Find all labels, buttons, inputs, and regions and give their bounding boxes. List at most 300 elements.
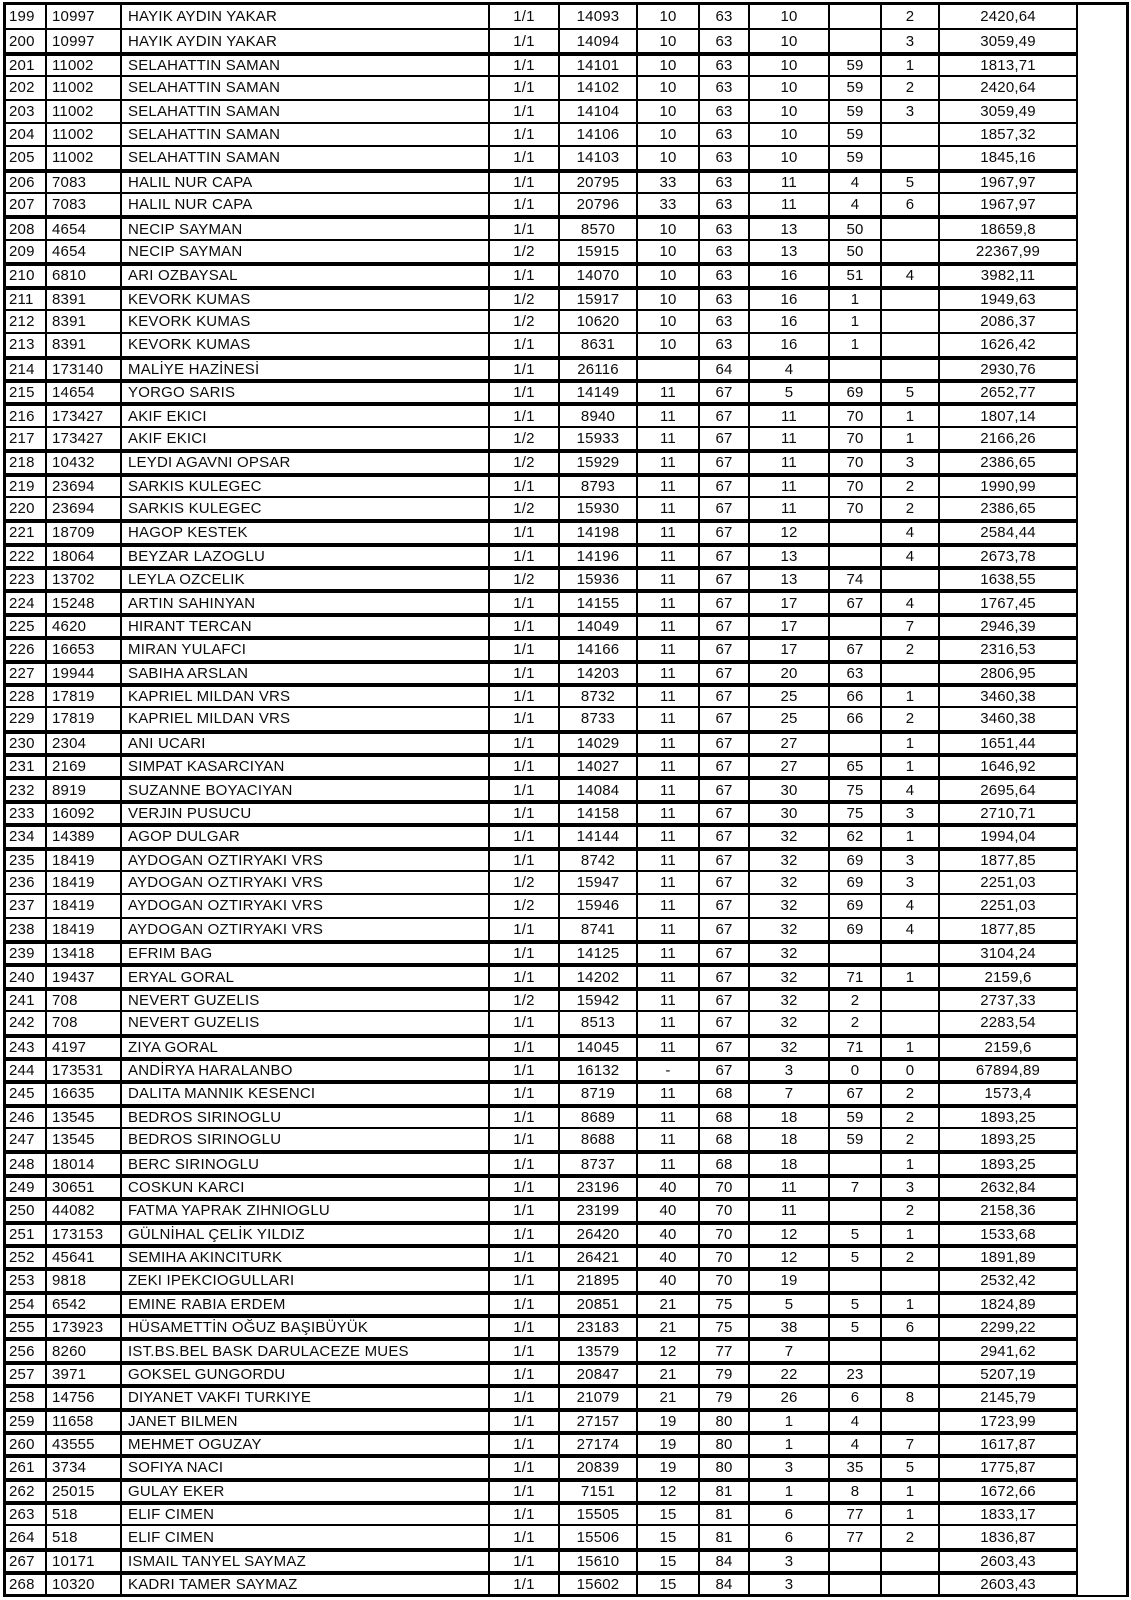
code-e-cell: 4 <box>880 893 938 916</box>
serial-cell: 27174 <box>558 1431 636 1454</box>
name-cell: ZEKI IPEKCIOGULLARI <box>120 1267 488 1290</box>
name-cell: ELIF CIMEN <box>120 1501 488 1524</box>
code-d-cell: 69 <box>828 917 880 940</box>
table-row <box>6 1150 1126 1173</box>
code-d-cell <box>828 356 880 379</box>
code-b-cell: 67 <box>698 402 748 425</box>
code-a-cell: 10 <box>636 145 698 168</box>
code-e-cell: 5 <box>880 169 938 192</box>
share-cell: 1/1 <box>488 52 558 75</box>
code-e-cell <box>880 660 938 683</box>
table-row <box>6 1080 1126 1103</box>
code-b-cell: 67 <box>698 823 748 846</box>
amount-cell: 2710,71 <box>938 800 1076 823</box>
code-e-cell: 1 <box>880 1291 938 1314</box>
row-no-cell: 213 <box>6 332 45 355</box>
code-c-cell: 22 <box>748 1361 828 1384</box>
right-margin-cell <box>1076 1291 1126 1314</box>
share-cell: 1/1 <box>488 215 558 238</box>
code-a-cell: 10 <box>636 262 698 285</box>
share-cell: 1/1 <box>488 730 558 753</box>
row-no-cell: 210 <box>6 262 45 285</box>
code-a-cell: 10 <box>636 239 698 262</box>
name-cell: AYDOGAN OZTIRYAKI VRS <box>120 870 488 893</box>
serial-cell: 27157 <box>558 1408 636 1431</box>
code-b-cell: 77 <box>698 1337 748 1360</box>
code-d-cell: 75 <box>828 776 880 799</box>
code-a-cell: 11 <box>636 473 698 496</box>
code-b-cell: 63 <box>698 75 748 98</box>
serial-cell: 21895 <box>558 1267 636 1290</box>
code-b-cell: 67 <box>698 473 748 496</box>
right-margin-cell <box>1076 1571 1126 1594</box>
right-margin-cell <box>1076 753 1126 776</box>
code-a-cell: 11 <box>636 847 698 870</box>
name-cell: HAYIK AYDIN YAKAR <box>120 28 488 51</box>
row-no-cell: 201 <box>6 52 45 75</box>
code-b-cell: 67 <box>698 683 748 706</box>
right-margin-cell <box>1076 192 1126 215</box>
code-e-cell: 1 <box>880 52 938 75</box>
right-margin-cell <box>1076 589 1126 612</box>
code-b-cell: 70 <box>698 1197 748 1220</box>
serial-cell: 14198 <box>558 519 636 542</box>
amount-cell: 1807,14 <box>938 402 1076 425</box>
share-cell: 1/1 <box>488 1104 558 1127</box>
account-id-cell: 13418 <box>45 940 120 963</box>
code-c-cell: 32 <box>748 987 828 1010</box>
right-margin-cell <box>1076 5 1126 28</box>
code-a-cell: 11 <box>636 519 698 542</box>
name-cell: SARKIS KULEGEC <box>120 473 488 496</box>
code-c-cell: 32 <box>748 893 828 916</box>
name-cell: SIMPAT KASARCIYAN <box>120 753 488 776</box>
code-c-cell: 18 <box>748 1150 828 1173</box>
code-e-cell: 7 <box>880 1431 938 1454</box>
code-b-cell: 67 <box>698 893 748 916</box>
serial-cell: 8733 <box>558 706 636 729</box>
code-d-cell <box>828 1197 880 1220</box>
share-cell: 1/2 <box>488 239 558 262</box>
row-no-cell: 236 <box>6 870 45 893</box>
amount-cell: 2532,42 <box>938 1267 1076 1290</box>
row-no-cell: 243 <box>6 1034 45 1057</box>
code-c-cell: 3 <box>748 1548 828 1571</box>
row-no-cell: 254 <box>6 1291 45 1314</box>
share-cell: 1/1 <box>488 122 558 145</box>
code-c-cell: 1 <box>748 1408 828 1431</box>
code-e-cell: 5 <box>880 1454 938 1477</box>
amount-cell: 1833,17 <box>938 1501 1076 1524</box>
code-a-cell: 10 <box>636 99 698 122</box>
code-b-cell: 64 <box>698 356 748 379</box>
code-b-cell: 67 <box>698 379 748 402</box>
right-margin-cell <box>1076 847 1126 870</box>
code-d-cell: 59 <box>828 122 880 145</box>
table-row <box>6 356 1126 379</box>
code-a-cell: 11 <box>636 1104 698 1127</box>
code-e-cell: 4 <box>880 589 938 612</box>
serial-cell: 10620 <box>558 309 636 332</box>
code-a-cell: 10 <box>636 5 698 28</box>
account-id-cell: 10171 <box>45 1548 120 1571</box>
name-cell: ANDİRYA HARALANBO <box>120 1057 488 1080</box>
table-row <box>6 940 1126 963</box>
row-no-cell: 263 <box>6 1501 45 1524</box>
row-no-cell: 235 <box>6 847 45 870</box>
amount-cell: 2652,77 <box>938 379 1076 402</box>
name-cell: BERC SIRINOGLU <box>120 1150 488 1173</box>
code-a-cell: 11 <box>636 987 698 1010</box>
name-cell: GULAY EKER <box>120 1478 488 1501</box>
code-c-cell: 13 <box>748 239 828 262</box>
serial-cell: 14155 <box>558 589 636 612</box>
code-c-cell: 11 <box>748 473 828 496</box>
serial-cell: 15936 <box>558 566 636 589</box>
right-margin-cell <box>1076 286 1126 309</box>
code-a-cell: 19 <box>636 1454 698 1477</box>
table-row <box>6 379 1126 402</box>
share-cell: 1/2 <box>488 496 558 519</box>
amount-cell: 1646,92 <box>938 753 1076 776</box>
code-e-cell <box>880 286 938 309</box>
name-cell: NECIP SAYMAN <box>120 215 488 238</box>
code-e-cell <box>880 332 938 355</box>
row-no-cell: 211 <box>6 286 45 309</box>
code-a-cell: 11 <box>636 379 698 402</box>
right-margin-cell <box>1076 1057 1126 1080</box>
row-no-cell: 199 <box>9 8 35 26</box>
account-id-cell: 13545 <box>45 1127 120 1150</box>
share-cell: 1/1 <box>488 706 558 729</box>
code-e-cell: 2 <box>880 1127 938 1150</box>
code-b-cell: 67 <box>698 613 748 636</box>
code-d-cell: 50 <box>828 215 880 238</box>
table-row <box>6 1548 1126 1571</box>
amount-cell: 3982,11 <box>938 262 1076 285</box>
serial-cell: 20839 <box>558 1454 636 1477</box>
code-e-cell: 2 <box>880 1080 938 1103</box>
share-cell: 1/1 <box>488 1127 558 1150</box>
amount-cell: 1893,25 <box>938 1127 1076 1150</box>
code-c-cell: 32 <box>748 1034 828 1057</box>
serial-cell: 14103 <box>558 145 636 168</box>
name-cell: AYDOGAN OZTIRYAKI VRS <box>120 917 488 940</box>
name-cell: LEYLA OZCELIK <box>120 566 488 589</box>
code-e-cell <box>880 1571 938 1594</box>
code-a-cell: 12 <box>636 1478 698 1501</box>
row-no-cell: 257 <box>6 1361 45 1384</box>
name-cell: BEDROS SIRINOGLU <box>120 1104 488 1127</box>
account-id-cell: 4654 <box>45 239 120 262</box>
code-d-cell: 4 <box>828 1431 880 1454</box>
code-a-cell: 11 <box>636 683 698 706</box>
share-cell: 1/1 <box>488 1431 558 1454</box>
table-row <box>6 1524 1126 1547</box>
code-e-cell: 4 <box>880 262 938 285</box>
table-row <box>6 636 1126 659</box>
share-cell: 1/1 <box>488 1478 558 1501</box>
share-cell: 1/1 <box>488 636 558 659</box>
code-c-cell: 25 <box>748 706 828 729</box>
account-id-cell: 11002 <box>45 145 120 168</box>
right-margin-cell <box>1076 1197 1126 1220</box>
code-d-cell: 66 <box>828 706 880 729</box>
code-b-cell: 67 <box>698 543 748 566</box>
code-d-cell: 2 <box>828 1010 880 1033</box>
share-cell: 1/2 <box>488 870 558 893</box>
code-e-cell <box>880 1337 938 1360</box>
table-row <box>6 496 1126 519</box>
code-b-cell: 70 <box>698 1267 748 1290</box>
name-cell: SABIHA ARSLAN <box>120 660 488 683</box>
name-cell: AYDOGAN OZTIRYAKI VRS <box>120 893 488 916</box>
name-cell: SEMIHA AKINCITURK <box>120 1244 488 1267</box>
code-a-cell: 19 <box>636 1431 698 1454</box>
row-no-cell: 246 <box>6 1104 45 1127</box>
table-row <box>6 730 1126 753</box>
code-e-cell: 4 <box>880 543 938 566</box>
code-a-cell: 11 <box>636 963 698 986</box>
code-e-cell: 1 <box>880 1150 938 1173</box>
serial-cell: 14093 <box>558 5 636 28</box>
account-id-cell: 43555 <box>45 1431 120 1454</box>
name-cell: IST.BS.BEL BASK DARULACEZE MUES <box>120 1337 488 1360</box>
right-margin-cell <box>1076 1337 1126 1360</box>
share-cell: 1/1 <box>488 28 558 51</box>
serial-cell: 13579 <box>558 1337 636 1360</box>
code-b-cell: 80 <box>698 1454 748 1477</box>
table-row <box>6 589 1126 612</box>
account-id-cell: 19944 <box>45 660 120 683</box>
amount-cell: 18659,8 <box>938 215 1076 238</box>
serial-cell: 21079 <box>558 1384 636 1407</box>
account-id-cell: 8391 <box>45 332 120 355</box>
code-e-cell: 3 <box>880 870 938 893</box>
code-c-cell: 16 <box>748 262 828 285</box>
code-c-cell: 32 <box>748 823 828 846</box>
table-row <box>6 753 1126 776</box>
code-a-cell: 11 <box>636 917 698 940</box>
code-b-cell: 67 <box>698 800 748 823</box>
account-id-cell: 13545 <box>45 1104 120 1127</box>
code-a-cell: 11 <box>636 589 698 612</box>
right-margin-cell <box>1076 613 1126 636</box>
serial-cell: 20847 <box>558 1361 636 1384</box>
code-e-cell: 2 <box>880 5 938 28</box>
row-no-cell: 214 <box>6 356 45 379</box>
serial-cell: 8742 <box>558 847 636 870</box>
code-e-cell: 5 <box>880 379 938 402</box>
account-id-cell: 10320 <box>45 1571 120 1594</box>
row-no-cell: 238 <box>6 917 45 940</box>
name-cell: LEYDI AGAVNI OPSAR <box>120 449 488 472</box>
code-d-cell: 63 <box>828 660 880 683</box>
name-cell: HAYIK AYDIN YAKAR <box>120 5 488 28</box>
amount-cell: 2251,03 <box>938 870 1076 893</box>
account-id-cell: 3734 <box>45 1454 120 1477</box>
code-b-cell: 63 <box>698 169 748 192</box>
amount-cell: 1626,42 <box>938 332 1076 355</box>
code-a-cell: 21 <box>636 1314 698 1337</box>
right-margin-cell <box>1076 1431 1126 1454</box>
row-no-cell: 239 <box>6 940 45 963</box>
code-a-cell: - <box>636 1057 698 1080</box>
right-margin-cell <box>1076 1127 1126 1150</box>
amount-cell: 1893,25 <box>938 1104 1076 1127</box>
account-id-cell: 8391 <box>45 309 120 332</box>
share-cell: 1/1 <box>488 99 558 122</box>
name-cell: HÜSAMETTİN OĞUZ BAŞIBÜYÜK <box>120 1314 488 1337</box>
code-c-cell: 11 <box>748 402 828 425</box>
code-d-cell: 66 <box>828 683 880 706</box>
code-c-cell: 13 <box>748 566 828 589</box>
row-no-cell: 207 <box>6 192 45 215</box>
right-margin-cell <box>1076 309 1126 332</box>
table-row <box>6 1127 1126 1150</box>
row-no-cell: 205 <box>6 145 45 168</box>
code-c-cell: 5 <box>748 379 828 402</box>
table-row <box>6 613 1126 636</box>
code-e-cell: 7 <box>880 613 938 636</box>
row-no-cell: 200 <box>6 28 45 51</box>
right-margin-cell <box>1076 1244 1126 1267</box>
amount-cell: 67894,89 <box>938 1057 1076 1080</box>
serial-cell: 14094 <box>558 28 636 51</box>
row-no-cell: 244 <box>6 1057 45 1080</box>
share-cell: 1/1 <box>488 473 558 496</box>
amount-cell: 2145,79 <box>938 1384 1076 1407</box>
serial-cell: 20851 <box>558 1291 636 1314</box>
code-d-cell: 74 <box>828 566 880 589</box>
code-b-cell: 63 <box>698 52 748 75</box>
code-e-cell: 0 <box>880 1057 938 1080</box>
right-margin-cell <box>1076 543 1126 566</box>
code-e-cell: 1 <box>880 730 938 753</box>
name-cell: EMINE RABIA ERDEM <box>120 1291 488 1314</box>
table-row <box>6 449 1126 472</box>
serial-cell: 15506 <box>558 1524 636 1547</box>
share-cell: 1/1 <box>488 776 558 799</box>
row-no-cell: 212 <box>6 309 45 332</box>
code-d-cell: 0 <box>828 1057 880 1080</box>
code-c-cell: 16 <box>748 309 828 332</box>
name-cell: ELIF CIMEN <box>120 1524 488 1547</box>
name-cell: MEHMET OGUZAY <box>120 1431 488 1454</box>
code-a-cell: 11 <box>636 660 698 683</box>
amount-cell: 2930,76 <box>938 356 1076 379</box>
code-d-cell: 69 <box>828 379 880 402</box>
share-cell: 1/1 <box>488 1057 558 1080</box>
share-cell: 1/2 <box>488 987 558 1010</box>
code-d-cell: 2 <box>828 987 880 1010</box>
name-cell: SELAHATTIN SAMAN <box>120 122 488 145</box>
table-row <box>6 1291 1126 1314</box>
code-d-cell: 70 <box>828 496 880 519</box>
code-c-cell: 32 <box>748 917 828 940</box>
row-no-cell: 247 <box>6 1127 45 1150</box>
code-a-cell: 10 <box>636 332 698 355</box>
code-b-cell: 63 <box>698 122 748 145</box>
share-cell: 1/1 <box>488 589 558 612</box>
serial-cell: 15929 <box>558 449 636 472</box>
amount-cell: 2283,54 <box>938 1010 1076 1033</box>
code-b-cell: 81 <box>698 1524 748 1547</box>
name-cell: ISMAIL TANYEL SAYMAZ <box>120 1548 488 1571</box>
code-e-cell: 1 <box>880 1034 938 1057</box>
code-b-cell: 75 <box>698 1314 748 1337</box>
code-b-cell: 80 <box>698 1431 748 1454</box>
row-no-cell: 261 <box>6 1454 45 1477</box>
share-cell: 1/1 <box>488 543 558 566</box>
table-row <box>6 239 1126 262</box>
code-d-cell <box>828 1267 880 1290</box>
account-id-cell: 18419 <box>45 870 120 893</box>
share-cell: 1/2 <box>488 893 558 916</box>
serial-cell: 14070 <box>558 262 636 285</box>
code-b-cell: 63 <box>698 262 748 285</box>
name-cell: GOKSEL GUNGORDU <box>120 1361 488 1384</box>
code-d-cell <box>828 1337 880 1360</box>
share-cell: 1/2 <box>488 426 558 449</box>
row-no-cell: 262 <box>6 1478 45 1501</box>
table-row <box>6 1408 1126 1431</box>
code-c-cell: 16 <box>748 332 828 355</box>
code-c-cell: 10 <box>748 52 828 75</box>
code-e-cell: 2 <box>880 1244 938 1267</box>
account-id-cell: 4620 <box>45 613 120 636</box>
account-id-cell: 16635 <box>45 1080 120 1103</box>
name-cell: ANI UCARI <box>120 730 488 753</box>
code-d-cell <box>828 543 880 566</box>
table-row <box>6 1197 1126 1220</box>
code-d-cell: 71 <box>828 963 880 986</box>
serial-cell: 14049 <box>558 613 636 636</box>
code-a-cell: 11 <box>636 1150 698 1173</box>
code-b-cell: 63 <box>698 309 748 332</box>
account-id-cell: 16653 <box>45 636 120 659</box>
code-b-cell: 70 <box>698 1174 748 1197</box>
code-c-cell: 11 <box>748 169 828 192</box>
account-id-cell: 7083 <box>45 169 120 192</box>
code-e-cell: 3 <box>880 1174 938 1197</box>
code-c-cell: 32 <box>748 847 828 870</box>
code-c-cell: 27 <box>748 753 828 776</box>
share-cell: 1/2 <box>488 449 558 472</box>
table-row <box>6 1501 1126 1524</box>
name-cell: NEVERT GUZELIS <box>120 987 488 1010</box>
right-margin-cell <box>1076 215 1126 238</box>
code-c-cell: 10 <box>748 122 828 145</box>
code-d-cell: 59 <box>828 1127 880 1150</box>
amount-cell: 1967,97 <box>938 169 1076 192</box>
code-e-cell: 1 <box>880 426 938 449</box>
code-d-cell: 69 <box>828 893 880 916</box>
name-cell: MIRAN YULAFCI <box>120 636 488 659</box>
account-id-cell: 23694 <box>45 496 120 519</box>
serial-cell: 15917 <box>558 286 636 309</box>
right-margin-cell <box>1076 356 1126 379</box>
code-d-cell: 1 <box>828 309 880 332</box>
code-b-cell: 67 <box>698 753 748 776</box>
name-cell: AKIF EKICI <box>120 402 488 425</box>
serial-cell: 15930 <box>558 496 636 519</box>
table-row <box>6 800 1126 823</box>
code-b-cell: 63 <box>698 332 748 355</box>
row-no-cell: 250 <box>6 1197 45 1220</box>
code-b-cell: 68 <box>698 1104 748 1127</box>
code-a-cell: 15 <box>636 1501 698 1524</box>
